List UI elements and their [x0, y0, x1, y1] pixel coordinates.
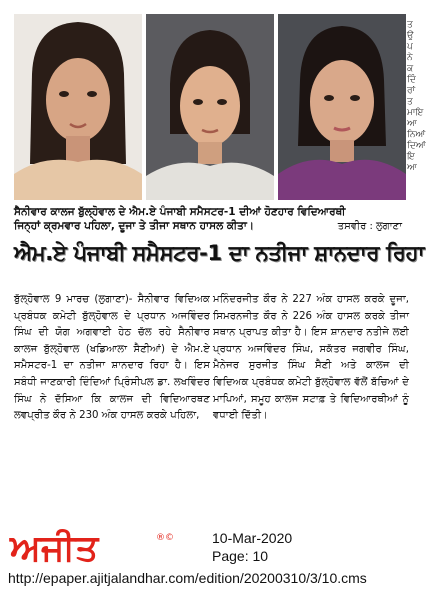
student-photo-2: [146, 14, 274, 200]
caption-line-2: ਜਿਨ੍ਹਾਂ ਕ੍ਰਮਵਾਰ ਪਹਿਲਾ, ਦੂਜਾ ਤੇ ਤੀਜਾ ਸਥਾਨ ਹਾਸਲ ਕੀਤਾ।: [14, 220, 254, 232]
logo-wordmark: ਅਜੀਤ: [10, 528, 99, 569]
photo-credit: ਤਸਵੀਰ : ਲੁਗਾਣਾ: [337, 221, 402, 232]
caption-line-1: ਸੈਨੀਵਾਰ ਕਾਲਜ ਬੁੱਲ੍ਹੋਵਾਲ ਦੇ ਐਮ.ਏ ਪੰਜਾਬੀ ਸਮੈਸਟਰ-1 ਦੀਆਂ ਹੋਣਹਾਰ ਵਿਦਿਆਰਥੀ: [14, 206, 346, 218]
headline: ਐਮ.ਏ ਪੰਜਾਬੀ ਸਮੈਸਟਰ-1 ਦਾ ਨਤੀਜਾ ਸ਼ਾਨਦਾਰ ਰਿਹਾ: [14, 241, 425, 265]
logo-registered-mark: ®©: [156, 533, 174, 543]
student-photo-1: [14, 14, 142, 200]
edition-date: 10-Mar-2020: [212, 530, 293, 546]
ajit-logo: [6, 526, 186, 569]
page-number: Page: 10: [212, 548, 269, 564]
adjacent-column-fragment: ਤ ਉਪ ਨੇ ਕ ਦਿੰ ਰਾਂ ਤ ਮਾਇਆ ਨਿਆਂ ਦਿਆਂ ਇਆ: [407, 20, 426, 173]
source-url[interactable]: http://epaper.ajitjalandhar.com/edition/20200310/3/10.cms: [8, 570, 367, 586]
photo-caption: [14, 205, 412, 233]
photo-strip: [14, 14, 406, 200]
article-column-right: ਮਨਿੰਦਰਜੀਤ ਕੌਰ ਨੇ 227 ਅੰਕ ਹਾਸਲ ਕਰਕੇ ਦੂਜਾ, ਸਿਮਰਨਜੀਤ ਕੌਰ ਨੇ 226 ਅੰਕ ਹਾਸਲ ਕਰਕੇ ਤੀਜਾ ਸਥਾਨ ਪ੍ਰਾਪਤ ਕੀਤਾ ਹੈ। ਇਸ ਸ਼ਾਨਦਾਰ ਨਤੀਜੇ ਲਈ ਪ੍ਰਧਾਨ ਅਜਵਿੰਦਰ ਸਿੰਘ, ਸਕੱਤਰ ਜਗਵੀਰ ਸਿੰਘ, ਮੈਨੇਜਰ ਸੁਰਜੀਤ ਸਿੰਘ ਸੈਣੀ ਅਤੇ ਕਾਲਜ ਦੀ ਵਿਦਿਅਕ ਪ੍ਰਬੰਧਕ ਕਮੇਟੀ ਬੁੱਲ੍ਹੋਵਾਲ ਵੱਲੋਂ ਬੱਚਿਆਂ ਦੇ ਮਾਪਿਆਂ, ਸਮੂਹ ਕਾਲਜ ਸਟਾਫ਼ ਤੇ ਵਿਦਿਆਰਥੀਆਂ ਨੂੰ ਵਧਾਈ ਦਿੱਤੀ।: [213, 294, 409, 422]
article-column-left: ਬੁੱਲ੍ਹੋਵਾਲ 9 ਮਾਰਚ (ਲੁਗਾਣਾ)- ਸੈਨੀਵਾਰ ਵਿਦਿਅਕ ਪ੍ਰਬੰਧਕ ਕਮੇਟੀ ਬੁੱਲ੍ਹੋਵਾਲ ਦੇ ਪ੍ਰਧਾਨ ਅਜਵਿੰਦਰ ਸਿੰਘ ਦੀ ਯੋਗ ਅਗਵਾਈ ਹੇਠ ਚੱਲ ਰਹੇ ਸੈਨੀਵਾਰ ਕਾਲਜ ਬੁੱਲ੍ਹੋਵਾਲ (ਖਡਿਆਲਾ ਸੈਣੀਆਂ) ਦੇ ਐਮ.ਏ ਸਮੈਸਟਰ-1 ਦਾ ਨਤੀਜਾ ਸ਼ਾਨਦਾਰ ਰਿਹਾ ਹੈ। ਇਸ ਸਬੰਧੀ ਜਾਣਕਾਰੀ ਦਿੰਦਿਆਂ ਪ੍ਰਿੰਸੀਪਲ ਡਾ. ਲਖਵਿੰਦਰ ਸਿੰਘ ਨੇ ਦੱਸਿਆ ਕਿ ਕਾਲਜ ਦੀ ਵਿਦਿਆਰਥਣ ਲਵਪ੍ਰੀਤ ਕੌਰ ਨੇ 230 ਅੰਕ ਹਾਸਲ ਕਰਕੇ ਪਹਿਲਾ,: [14, 294, 210, 422]
student-photo-3: [278, 14, 406, 200]
